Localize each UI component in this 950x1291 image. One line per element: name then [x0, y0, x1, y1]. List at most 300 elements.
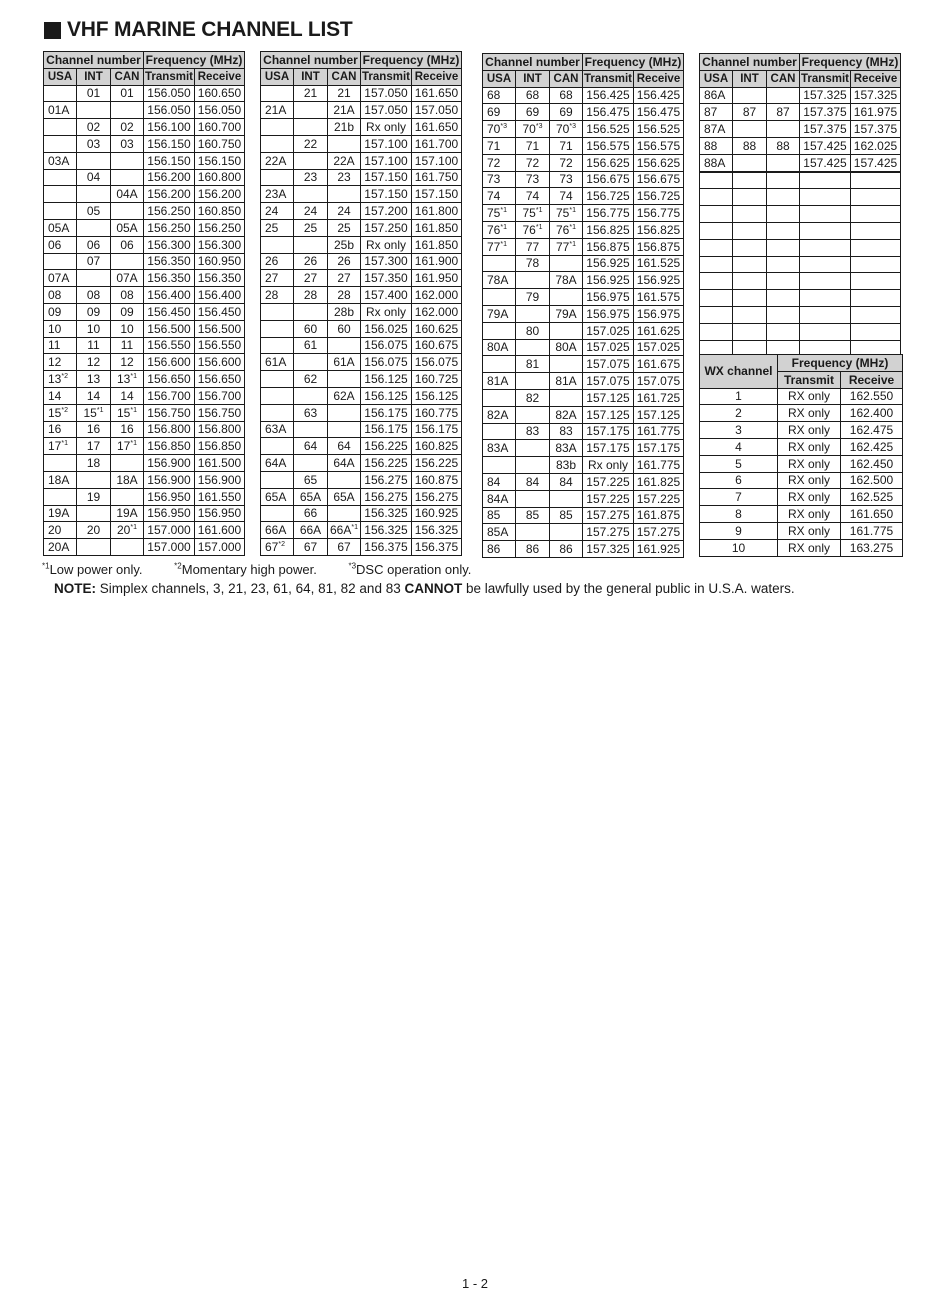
table-row [700, 189, 901, 206]
receive-cell: 156.675 [634, 171, 684, 188]
usa-cell: 82A [483, 406, 516, 423]
usa-cell: 20A [44, 539, 77, 556]
table-row [44, 203, 245, 220]
usa-cell: 27 [261, 270, 294, 287]
table-row [44, 119, 245, 136]
can-cell: 18A [111, 471, 144, 488]
usa-cell [261, 119, 294, 136]
transmit-cell [800, 290, 851, 307]
int-cell: 26 [294, 253, 328, 270]
transmit-cell: 156.200 [144, 186, 195, 203]
int-cell: 04 [77, 169, 111, 186]
int-cell [294, 152, 328, 169]
usa-cell: 06 [44, 236, 77, 253]
table-row [44, 186, 245, 203]
transmit-cell: 156.125 [361, 387, 412, 404]
int-cell: 10 [77, 320, 111, 337]
int-cell [516, 339, 550, 356]
int-cell [516, 305, 550, 322]
table-row [483, 289, 684, 306]
receive-cell: 156.825 [634, 221, 684, 238]
int-cell [77, 186, 111, 203]
transmit-cell: 157.425 [800, 137, 851, 154]
table-row [261, 488, 462, 505]
can-cell [111, 488, 144, 505]
int-cell: 86 [516, 541, 550, 558]
usa-cell: 25 [261, 219, 294, 236]
table-row [483, 104, 684, 121]
transmit-cell: 156.750 [144, 404, 195, 421]
can-header: CAN [550, 70, 583, 87]
wx-transmit-header: Transmit [778, 371, 841, 388]
table-row [44, 539, 245, 556]
transmit-cell: Rx only [361, 236, 412, 253]
table-row [44, 404, 245, 421]
table-row [44, 303, 245, 320]
can-cell: 68 [550, 87, 583, 104]
receive-cell: 162.025 [851, 137, 901, 154]
transmit-cell: 157.025 [583, 339, 634, 356]
wx-channel-cell: 6 [700, 472, 778, 489]
can-cell: 09 [111, 303, 144, 320]
table-row [483, 473, 684, 490]
can-cell: 65A [328, 488, 361, 505]
table-row [44, 471, 245, 488]
int-cell: 60 [294, 320, 328, 337]
receive-cell: 157.225 [634, 490, 684, 507]
table-row [261, 371, 462, 388]
int-cell: 69 [516, 104, 550, 121]
usa-cell [700, 273, 733, 290]
transmit-cell: 157.350 [361, 270, 412, 287]
usa-cell: 23A [261, 186, 294, 203]
table-row [261, 505, 462, 522]
int-cell [516, 457, 550, 474]
int-cell: 83 [516, 423, 550, 440]
table-row [483, 255, 684, 272]
int-cell: 06 [77, 236, 111, 253]
table-row [261, 421, 462, 438]
receive-cell: 156.450 [195, 303, 245, 320]
receive-cell: 156.525 [634, 121, 684, 138]
receive-cell: 161.725 [634, 389, 684, 406]
usa-cell [261, 471, 294, 488]
can-cell: $66A^{*1}$ [328, 522, 361, 539]
transmit-cell [800, 306, 851, 323]
table-row [483, 171, 684, 188]
receive-cell: 156.200 [195, 186, 245, 203]
usa-cell: 84A [483, 490, 516, 507]
int-cell [77, 219, 111, 236]
receive-cell: 161.775 [634, 457, 684, 474]
receive-cell: 156.350 [195, 270, 245, 287]
transmit-cell: 156.200 [144, 169, 195, 186]
receive-cell: 156.300 [195, 236, 245, 253]
wx-channel-cell: 2 [700, 405, 778, 422]
frequency-header: Frequency (MHz) [361, 52, 462, 69]
receive-cell: 156.550 [195, 337, 245, 354]
can-cell [328, 135, 361, 152]
int-cell [733, 189, 767, 206]
usa-cell [261, 387, 294, 404]
transmit-cell: 157.050 [361, 85, 412, 102]
wx-channel-cell: 4 [700, 438, 778, 455]
receive-cell [851, 273, 901, 290]
can-cell: 81A [550, 373, 583, 390]
receive-cell: 156.275 [412, 488, 462, 505]
wx-channel-header: WX channel [700, 355, 778, 389]
channel-number-header: Channel number [261, 52, 361, 69]
transmit-cell: 156.175 [361, 404, 412, 421]
can-header: CAN [111, 68, 144, 85]
transmit-cell: 157.075 [583, 373, 634, 390]
can-cell [767, 206, 800, 223]
receive-cell: 161.600 [195, 522, 245, 539]
table-row [44, 488, 245, 505]
transmit-cell: 157.325 [583, 541, 634, 558]
receive-cell: 161.925 [634, 541, 684, 558]
transmit-cell: 156.150 [144, 135, 195, 152]
can-cell [550, 322, 583, 339]
int-cell: 87 [733, 104, 767, 121]
transmit-cell: 156.275 [361, 471, 412, 488]
table-row [483, 87, 684, 104]
int-cell [516, 272, 550, 289]
receive-cell: 156.925 [634, 272, 684, 289]
can-cell [767, 87, 800, 104]
table-row [44, 371, 245, 388]
table-row [261, 438, 462, 455]
wx-receive-cell: 162.475 [841, 422, 903, 439]
table-row [483, 507, 684, 524]
wx-transmit-cell: RX only [778, 522, 841, 539]
usa-cell [44, 186, 77, 203]
footnote-mark: *3 [348, 562, 357, 571]
can-cell: 07A [111, 270, 144, 287]
can-cell [767, 189, 800, 206]
table-row [261, 135, 462, 152]
table-row [261, 119, 462, 136]
transmit-cell: 156.925 [583, 272, 634, 289]
usa-cell [261, 371, 294, 388]
transmit-cell: 156.400 [144, 287, 195, 304]
int-cell: 73 [516, 171, 550, 188]
receive-cell: 156.575 [634, 137, 684, 154]
transmit-cell: 156.300 [144, 236, 195, 253]
table-row [700, 290, 901, 307]
int-cell: 67 [294, 539, 328, 556]
transmit-cell [800, 256, 851, 273]
can-cell: 82A [550, 406, 583, 423]
receive-cell: 160.925 [412, 505, 462, 522]
receive-cell: 161.900 [412, 253, 462, 270]
wx-receive-cell: 162.400 [841, 405, 903, 422]
table-row [261, 539, 462, 556]
receive-cell: 161.750 [412, 169, 462, 186]
receive-cell: 161.675 [634, 356, 684, 373]
note-label: NOTE: [54, 581, 96, 596]
usa-cell [44, 85, 77, 102]
receive-cell: 161.775 [634, 423, 684, 440]
transmit-cell: 156.075 [361, 337, 412, 354]
receive-cell: 160.625 [412, 320, 462, 337]
can-cell [328, 371, 361, 388]
int-cell: 68 [516, 87, 550, 104]
table-row [261, 152, 462, 169]
transmit-cell: 156.525 [583, 121, 634, 138]
usa-cell: 78A [483, 272, 516, 289]
receive-cell: 157.050 [412, 102, 462, 119]
can-cell [550, 255, 583, 272]
int-cell [294, 119, 328, 136]
int-cell: 81 [516, 356, 550, 373]
table-row [44, 337, 245, 354]
transmit-cell: 156.550 [144, 337, 195, 354]
int-cell [294, 421, 328, 438]
usa-cell: 77$^{*1}$ [483, 238, 516, 255]
transmit-cell: 157.200 [361, 203, 412, 220]
can-cell [550, 524, 583, 541]
can-cell [767, 273, 800, 290]
transmit-cell: 156.700 [144, 387, 195, 404]
usa-cell [700, 323, 733, 340]
usa-cell: 65A [261, 488, 294, 505]
int-cell [733, 172, 767, 189]
usa-cell: 72 [483, 154, 516, 171]
footnote-1 [42, 562, 157, 577]
can-cell: 85 [550, 507, 583, 524]
wx-frequency-header: Frequency (MHz) [778, 355, 903, 372]
usa-cell [44, 253, 77, 270]
footnote-text: Low power only. [49, 562, 143, 578]
receive-header: Receive [412, 68, 462, 85]
int-cell: 27 [294, 270, 328, 287]
table-row [261, 102, 462, 119]
usa-cell [44, 169, 77, 186]
transmit-header: Transmit [583, 70, 634, 87]
table-row [44, 135, 245, 152]
receive-cell: 156.050 [195, 102, 245, 119]
can-cell: 74 [550, 188, 583, 205]
transmit-cell: 156.225 [361, 455, 412, 472]
int-header: INT [516, 70, 550, 87]
transmit-cell: 157.300 [361, 253, 412, 270]
transmit-cell: 156.975 [583, 289, 634, 306]
usa-cell: 18A [44, 471, 77, 488]
table-row [261, 303, 462, 320]
receive-header: Receive [851, 70, 901, 87]
can-cell [767, 239, 800, 256]
can-cell: 20$^{*1}$ [111, 522, 144, 539]
can-cell: 60 [328, 320, 361, 337]
wx-transmit-cell: RX only [778, 422, 841, 439]
table-row [700, 323, 901, 340]
receive-cell: 156.725 [634, 188, 684, 205]
table-row [44, 152, 245, 169]
wx-transmit-cell: RX only [778, 455, 841, 472]
int-cell: 08 [77, 287, 111, 304]
int-cell: 07 [77, 253, 111, 270]
wx-receive-cell: 163.275 [841, 539, 903, 556]
transmit-cell: 156.675 [583, 171, 634, 188]
wx-receive-cell: 161.650 [841, 506, 903, 523]
receive-cell: 160.950 [195, 253, 245, 270]
wx-channel-cell: 5 [700, 455, 778, 472]
usa-cell: 08 [44, 287, 77, 304]
receive-cell: 156.175 [412, 421, 462, 438]
receive-cell: 156.950 [195, 505, 245, 522]
int-cell: 85 [516, 507, 550, 524]
table-row [483, 305, 684, 322]
wx-channel-cell: 3 [700, 422, 778, 439]
int-cell: 22 [294, 135, 328, 152]
receive-cell: 156.600 [195, 354, 245, 371]
receive-cell: 162.000 [412, 287, 462, 304]
usa-cell [700, 189, 733, 206]
transmit-cell: 157.175 [583, 423, 634, 440]
usa-cell [261, 85, 294, 102]
transmit-cell: 156.950 [144, 505, 195, 522]
receive-cell: 156.700 [195, 387, 245, 404]
receive-cell: 156.750 [195, 404, 245, 421]
table-row [483, 440, 684, 457]
usa-cell: 74 [483, 188, 516, 205]
transmit-cell: 156.975 [583, 305, 634, 322]
wx-channel-cell: 8 [700, 506, 778, 523]
table-row [700, 137, 901, 154]
table-row [483, 457, 684, 474]
transmit-cell: 156.075 [361, 354, 412, 371]
can-cell [767, 256, 800, 273]
transmit-cell: 157.375 [800, 104, 851, 121]
transmit-cell: 156.425 [583, 87, 634, 104]
int-cell: 24 [294, 203, 328, 220]
can-cell [767, 306, 800, 323]
transmit-cell: 156.925 [583, 255, 634, 272]
channel-number-header: Channel number [44, 52, 144, 69]
int-cell: 84 [516, 473, 550, 490]
transmit-cell: 156.725 [583, 188, 634, 205]
int-cell: 17 [77, 438, 111, 455]
usa-cell [261, 169, 294, 186]
table-row [44, 421, 245, 438]
wx-row [700, 455, 903, 472]
table-row [261, 270, 462, 287]
wx-channel-cell: 7 [700, 489, 778, 506]
can-cell: 79A [550, 305, 583, 322]
receive-cell: 161.875 [634, 507, 684, 524]
transmit-cell: 157.100 [361, 152, 412, 169]
usa-cell: 11 [44, 337, 77, 354]
receive-cell: 157.375 [851, 121, 901, 138]
transmit-cell: 156.325 [361, 505, 412, 522]
receive-cell: 161.950 [412, 270, 462, 287]
transmit-cell: 156.225 [361, 438, 412, 455]
can-cell: 83A [550, 440, 583, 457]
can-cell: 17$^{*1}$ [111, 438, 144, 455]
usa-cell [261, 236, 294, 253]
can-cell [550, 356, 583, 373]
int-cell: 20 [77, 522, 111, 539]
can-cell: 14 [111, 387, 144, 404]
usa-cell: 15$^{*2}$ [44, 404, 77, 421]
table-row [261, 219, 462, 236]
transmit-cell: 156.250 [144, 219, 195, 236]
can-cell: 83b [550, 457, 583, 474]
transmit-cell: 157.250 [361, 219, 412, 236]
usa-cell: 14 [44, 387, 77, 404]
transmit-cell: 156.275 [361, 488, 412, 505]
receive-cell: 160.875 [412, 471, 462, 488]
int-cell: 02 [77, 119, 111, 136]
receive-cell: 160.700 [195, 119, 245, 136]
table-row [483, 339, 684, 356]
table-row [261, 169, 462, 186]
int-cell [733, 206, 767, 223]
table-row [261, 387, 462, 404]
can-cell: 08 [111, 287, 144, 304]
transmit-header: Transmit [144, 68, 195, 85]
can-cell [111, 152, 144, 169]
footnotes [42, 562, 499, 577]
can-cell: 24 [328, 203, 361, 220]
int-cell: 79 [516, 289, 550, 306]
wx-receive-cell: 162.425 [841, 438, 903, 455]
can-cell [767, 290, 800, 307]
transmit-cell: 156.875 [583, 238, 634, 255]
can-cell: 80A [550, 339, 583, 356]
usa-cell: 80A [483, 339, 516, 356]
can-cell: 88 [767, 137, 800, 154]
int-cell: 25 [294, 219, 328, 236]
table-row [44, 522, 245, 539]
receive-cell: 160.850 [195, 203, 245, 220]
receive-cell: 160.800 [195, 169, 245, 186]
int-cell: 64 [294, 438, 328, 455]
table-row [483, 356, 684, 373]
receive-cell: 156.475 [634, 104, 684, 121]
frequency-header: Frequency (MHz) [144, 52, 245, 69]
table-row [700, 206, 901, 223]
transmit-cell: 156.050 [144, 102, 195, 119]
table-row [44, 387, 245, 404]
can-cell: 02 [111, 119, 144, 136]
wx-transmit-cell: RX only [778, 506, 841, 523]
receive-cell: 157.075 [634, 373, 684, 390]
usa-header: USA [700, 70, 733, 87]
receive-cell: 161.800 [412, 203, 462, 220]
footnote-2 [174, 562, 331, 577]
can-cell: 69 [550, 104, 583, 121]
transmit-cell: 156.625 [583, 154, 634, 171]
table-row [483, 205, 684, 222]
receive-cell: 156.075 [412, 354, 462, 371]
usa-cell: 76$^{*1}$ [483, 221, 516, 238]
transmit-cell: 156.125 [361, 371, 412, 388]
usa-cell [483, 389, 516, 406]
table-row [483, 188, 684, 205]
table-row [483, 490, 684, 507]
usa-cell: 20 [44, 522, 77, 539]
table-row [44, 270, 245, 287]
can-cell: 62A [328, 387, 361, 404]
table-row [483, 221, 684, 238]
table-row [44, 455, 245, 472]
can-cell [328, 505, 361, 522]
footnote-text: Momentary high power. [181, 562, 317, 578]
can-cell: 15$^{*1}$ [111, 404, 144, 421]
can-cell [111, 169, 144, 186]
